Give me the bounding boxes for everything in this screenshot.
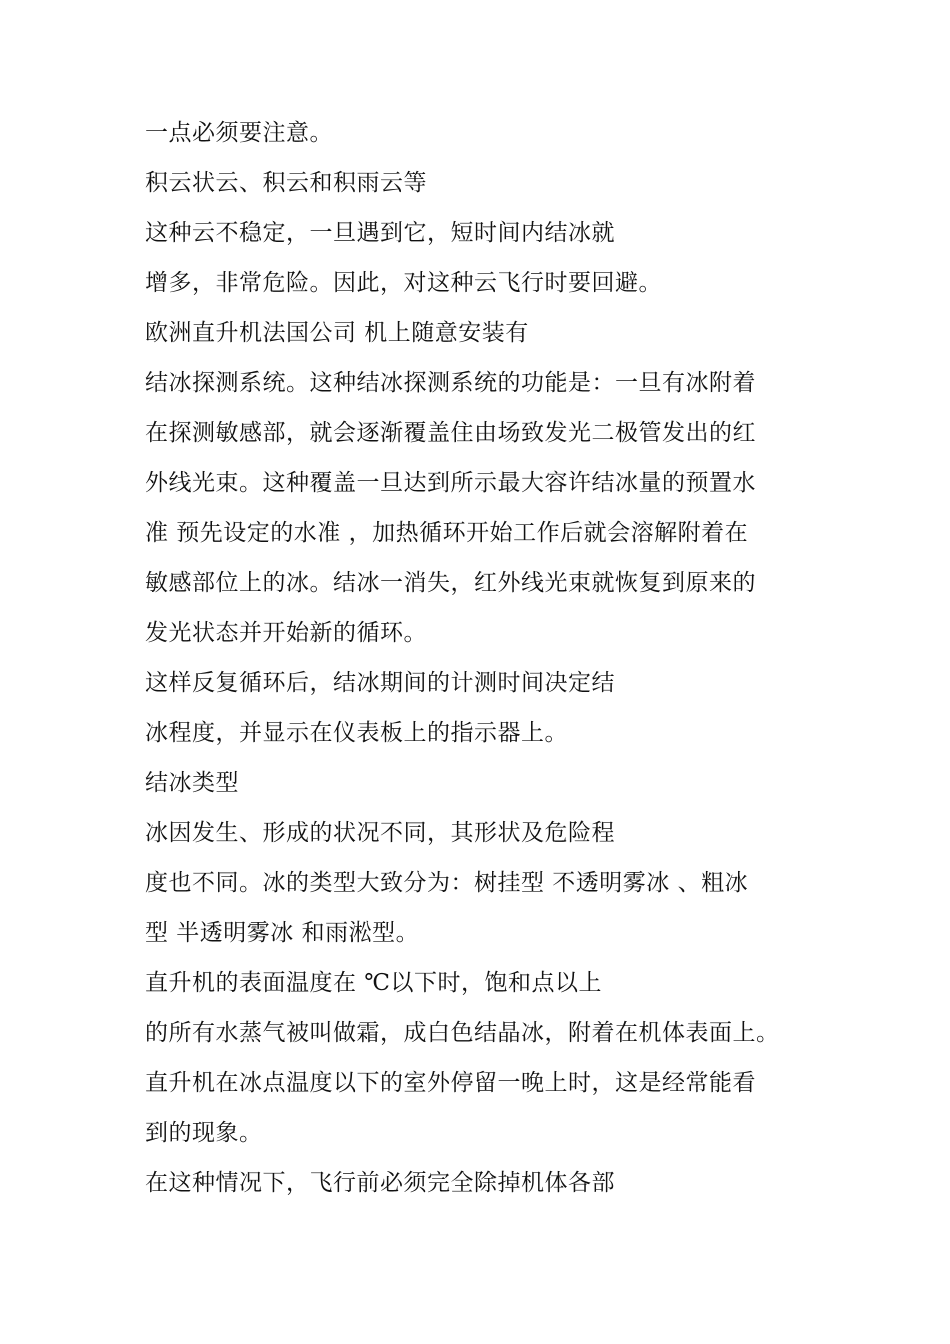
text-line: 准 预先设定的水准 ，加热循环开始工作后就会溶解附着在 [145,520,749,546]
text-line: 外线光束。这种覆盖一旦达到所示最大容许结冰量的预置水 [145,470,756,496]
text-line: 冰程度，并显示在仪表板上的指示器上。 [145,720,568,746]
text-line: 的所有水蒸气被叫做霜，成白色结晶冰，附着在机体表面上。 [145,1020,780,1046]
text-line: 型 半透明雾冰 和雨淞型。 [145,920,420,946]
text-line: 冰因发生、形成的状况不同，其形状及危险程 [145,820,615,846]
text-line: 这样反复循环后，结冰期间的计测时间决定结 [145,670,615,696]
text-line: 直升机在冰点温度以下的室外停留一晚上时，这是经常能看 [145,1070,756,1096]
text-line: 积云状云、积云和积雨云等 [145,170,427,196]
text-line: 一点必须要注意。 [145,120,333,146]
text-line: 发光状态并开始新的循环。 [145,620,427,646]
text-line: 在这种情况下，飞行前必须完全除掉机体各部 [145,1170,615,1196]
text-line: 增多，非常危险。因此，对这种云飞行时要回避。 [145,270,662,296]
text-line: 度也不同。冰的类型大致分为：树挂型 不透明雾冰 、粗冰 [145,870,749,896]
text-line: 到的现象。 [145,1120,263,1146]
section-heading: 结冰类型 [145,770,239,796]
text-line: 直升机的表面温度在 ℃以下时，饱和点以上 [145,970,603,996]
text-line: 这种云不稳定，一旦遇到它，短时间内结冰就 [145,220,615,246]
text-line: 敏感部位上的冰。结冰一消失，红外线光束就恢复到原来的 [145,570,756,596]
text-line: 在探测敏感部，就会逐渐覆盖住由场致发光二极管发出的红 [145,420,756,446]
text-line: 结冰探测系统。这种结冰探测系统的功能是：一旦有冰附着 [145,370,756,396]
text-line: 欧洲直升机法国公司 机上随意安装有 [145,320,529,346]
